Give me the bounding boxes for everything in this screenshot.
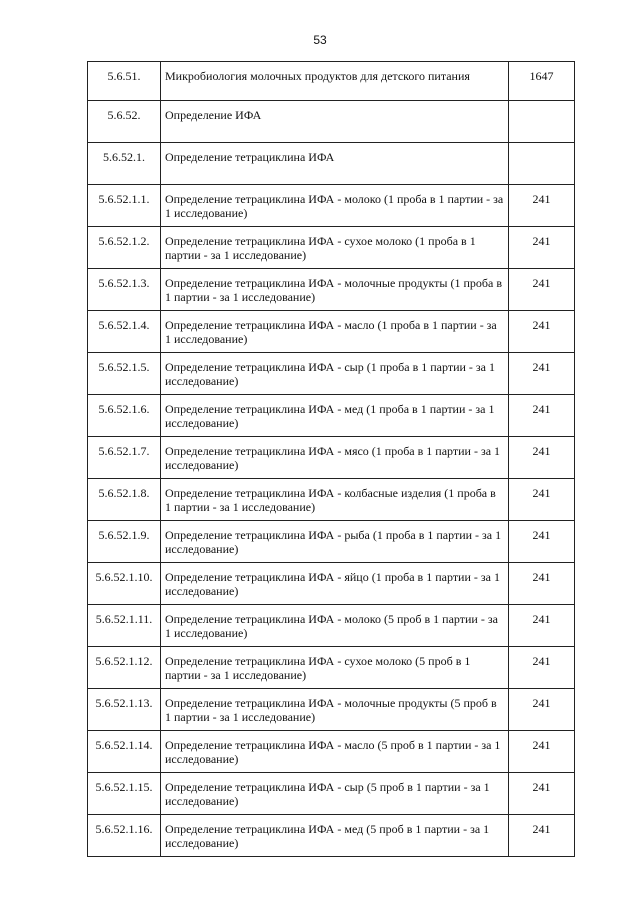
table-row bbox=[88, 647, 575, 689]
service-price: 241 bbox=[509, 563, 575, 605]
table-row bbox=[88, 269, 575, 311]
service-price: 241 bbox=[509, 311, 575, 353]
service-price: 241 bbox=[509, 227, 575, 269]
table-row bbox=[88, 563, 575, 605]
service-name: Определение тетрациклина ИФА - яйцо (1 проба в 1 партии - за 1 исследование) bbox=[161, 563, 509, 605]
service-code: 5.6.52.1.13. bbox=[88, 689, 161, 731]
service-code: 5.6.52.1.16. bbox=[88, 815, 161, 857]
table-row bbox=[88, 437, 575, 479]
table-row bbox=[88, 395, 575, 437]
service-price: 241 bbox=[509, 269, 575, 311]
service-code: 5.6.52.1.11. bbox=[88, 605, 161, 647]
table-row bbox=[88, 815, 575, 857]
service-code: 5.6.52.1.2. bbox=[88, 227, 161, 269]
service-price: 241 bbox=[509, 689, 575, 731]
service-name: Определение тетрациклина ИФА - молоко (1 проба в 1 партии - за 1 исследование) bbox=[161, 185, 509, 227]
service-code: 5.6.51. bbox=[88, 62, 161, 101]
service-name: Микробиология молочных продуктов для детского питания bbox=[161, 62, 509, 101]
service-code: 5.6.52.1.1. bbox=[88, 185, 161, 227]
table-row bbox=[88, 689, 575, 731]
table-row bbox=[88, 479, 575, 521]
service-price: 241 bbox=[509, 815, 575, 857]
service-code: 5.6.52.1.8. bbox=[88, 479, 161, 521]
service-price: 241 bbox=[509, 521, 575, 563]
service-price: 241 bbox=[509, 185, 575, 227]
table-row bbox=[88, 62, 575, 101]
service-price: 241 bbox=[509, 353, 575, 395]
service-name: Определение тетрациклина ИФА - масло (1 проба в 1 партии - за 1 исследование) bbox=[161, 311, 509, 353]
service-price: 241 bbox=[509, 731, 575, 773]
service-name: Определение тетрациклина ИФА - масло (5 проб в 1 партии - за 1 исследование) bbox=[161, 731, 509, 773]
service-name: Определение тетрациклина ИФА - молоко (5 проб в 1 партии - за 1 исследование) bbox=[161, 605, 509, 647]
service-code: 5.6.52.1.6. bbox=[88, 395, 161, 437]
service-code: 5.6.52.1.14. bbox=[88, 731, 161, 773]
service-code: 5.6.52.1.7. bbox=[88, 437, 161, 479]
service-name: Определение тетрациклина ИФА - сыр (1 проба в 1 партии - за 1 исследование) bbox=[161, 353, 509, 395]
service-name: Определение тетрациклина ИФА - колбасные изделия (1 проба в 1 партии - за 1 исследование) bbox=[161, 479, 509, 521]
service-name: Определение тетрациклина ИФА - молочные продукты (5 проб в 1 партии - за 1 исследование) bbox=[161, 689, 509, 731]
service-price bbox=[509, 143, 575, 185]
service-name: Определение тетрациклина ИФА - мед (5 проб в 1 партии - за 1 исследование) bbox=[161, 815, 509, 857]
service-code: 5.6.52. bbox=[88, 101, 161, 143]
service-price: 241 bbox=[509, 773, 575, 815]
table-row bbox=[88, 311, 575, 353]
service-code: 5.6.52.1.9. bbox=[88, 521, 161, 563]
table-row bbox=[88, 521, 575, 563]
table-row bbox=[88, 185, 575, 227]
service-name: Определение тетрациклина ИФА - молочные продукты (1 проба в 1 партии - за 1 исследование) bbox=[161, 269, 509, 311]
service-price: 1647 bbox=[509, 62, 575, 101]
table-row bbox=[88, 605, 575, 647]
service-price: 241 bbox=[509, 605, 575, 647]
service-name: Определение тетрациклина ИФА - мед (1 проба в 1 партии - за 1 исследование) bbox=[161, 395, 509, 437]
service-price: 241 bbox=[509, 437, 575, 479]
service-name: Определение ИФА bbox=[161, 101, 509, 143]
service-code: 5.6.52.1.3. bbox=[88, 269, 161, 311]
service-price: 241 bbox=[509, 479, 575, 521]
service-code: 5.6.52.1. bbox=[88, 143, 161, 185]
service-name: Определение тетрациклина ИФА - рыба (1 проба в 1 партии - за 1 исследование) bbox=[161, 521, 509, 563]
service-name: Определение тетрациклина ИФА - сухое молоко (5 проб в 1 партии - за 1 исследование) bbox=[161, 647, 509, 689]
service-price bbox=[509, 101, 575, 143]
service-name: Определение тетрациклина ИФА - мясо (1 проба в 1 партии - за 1 исследование) bbox=[161, 437, 509, 479]
service-name: Определение тетрациклина ИФА - сухое молоко (1 проба в 1 партии - за 1 исследование) bbox=[161, 227, 509, 269]
service-code: 5.6.52.1.5. bbox=[88, 353, 161, 395]
service-name: Определение тетрациклина ИФА - сыр (5 проб в 1 партии - за 1 исследование) bbox=[161, 773, 509, 815]
table-row bbox=[88, 773, 575, 815]
price-table bbox=[87, 61, 575, 857]
service-price: 241 bbox=[509, 395, 575, 437]
table-row bbox=[88, 227, 575, 269]
service-code: 5.6.52.1.12. bbox=[88, 647, 161, 689]
table-row bbox=[88, 143, 575, 185]
service-price: 241 bbox=[509, 647, 575, 689]
table-row bbox=[88, 731, 575, 773]
service-code: 5.6.52.1.10. bbox=[88, 563, 161, 605]
service-code: 5.6.52.1.4. bbox=[88, 311, 161, 353]
service-name: Определение тетрациклина ИФА bbox=[161, 143, 509, 185]
service-code: 5.6.52.1.15. bbox=[88, 773, 161, 815]
table-row bbox=[88, 101, 575, 143]
table-row bbox=[88, 353, 575, 395]
page-number: 53 bbox=[313, 33, 327, 47]
